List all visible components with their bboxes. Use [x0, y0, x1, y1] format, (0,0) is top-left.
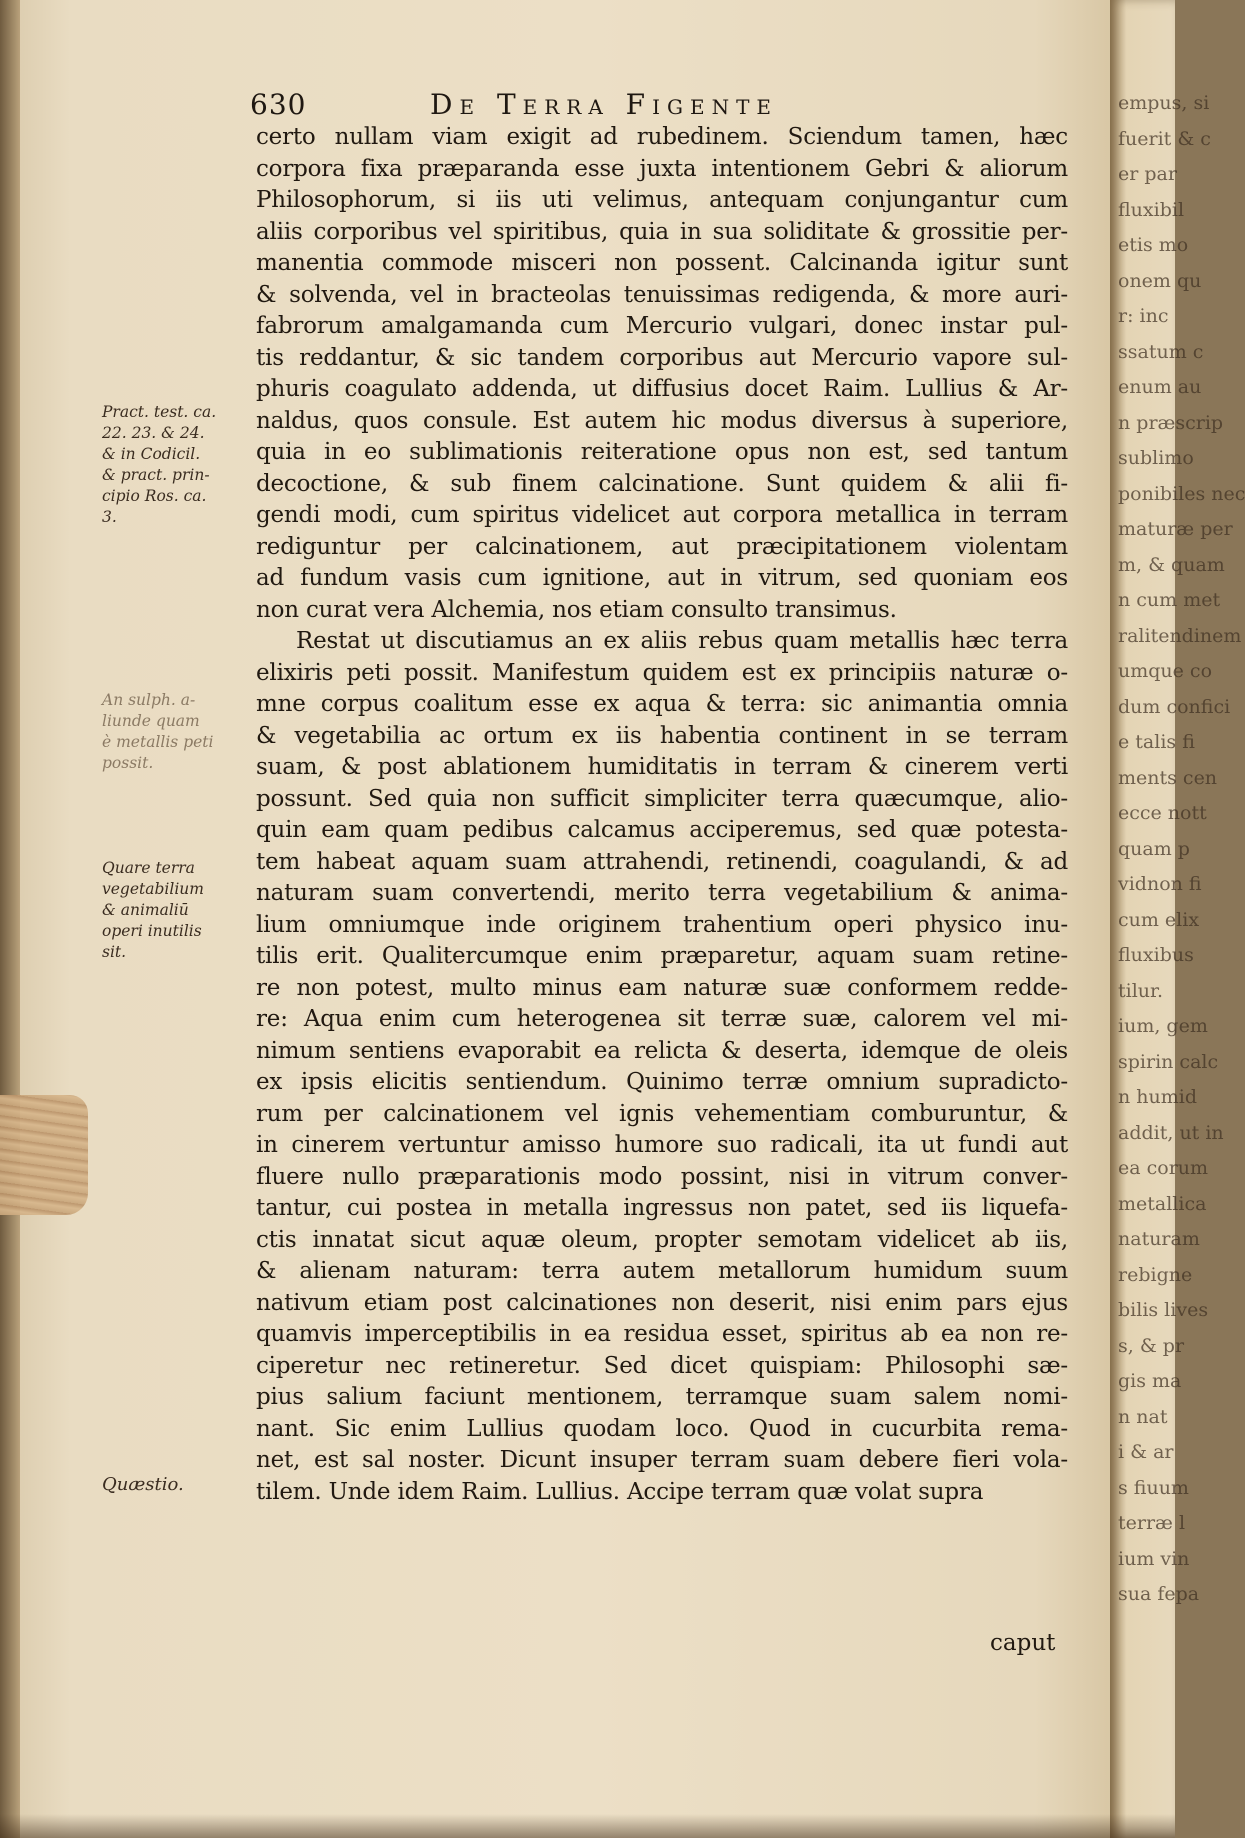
- tape-strip: [0, 1095, 88, 1215]
- text-line: tilis erit. Qualitercumque enim præparetur, aquam suam retine-: [256, 943, 1068, 969]
- facing-page-fragment: sublimo: [1118, 447, 1194, 469]
- facing-page-fragment: m, & quam: [1118, 553, 1225, 576]
- text-line: net, est sal noster. Dicunt insuper terram suam debere fieri vola-: [256, 1447, 1068, 1473]
- facing-page-fragment: empus, si: [1118, 92, 1210, 114]
- running-title: De Terra Figente: [430, 88, 779, 121]
- text-line: & vegetabilia ac ortum ex iis habentia continent in se terram: [256, 722, 1068, 749]
- text-line: Philosophorum, si iis uti velimus, antequam conjungantur cum: [256, 187, 1068, 213]
- facing-page-fragment: n præscrip: [1118, 411, 1224, 434]
- facing-page-fragment: gis ma: [1118, 1370, 1182, 1392]
- facing-page-fragment: r: inc: [1118, 305, 1169, 327]
- margin-note-sulphur-question: [102, 690, 252, 774]
- margin-note-terra-vegetabilium: [102, 858, 252, 963]
- margin-note-line: cipio Ros. ca.: [102, 487, 207, 505]
- facing-page-fragment: n humid: [1118, 1086, 1198, 1108]
- text-line: ciperetur nec retineretur. Sed dicet quispiam: Philosophi sæ-: [256, 1352, 1068, 1379]
- margin-note-line: An sulph. a-: [102, 691, 196, 709]
- facing-page-fragment: fluxibus: [1118, 944, 1194, 966]
- text-line: certo nullam viam exigit ad rubedinem. Sciendum tamen, hæc: [256, 124, 1068, 150]
- facing-page-fragment: terræ l: [1118, 1512, 1186, 1534]
- text-line: nimum sentiens evaporabit ea relicta & deserta, idemque de oleis: [256, 1037, 1068, 1064]
- facing-page-fragment: s fiuum: [1118, 1476, 1189, 1499]
- facing-page-fragment: dum confici: [1118, 695, 1231, 718]
- margin-note-quaestio: [102, 1474, 252, 1495]
- facing-page-fragment: bilis lives: [1118, 1299, 1209, 1321]
- text-line: tem habeat aquam suam attrahendi, retinendi, coagulandi, & ad: [256, 848, 1068, 875]
- facing-page-fragment: addit, ut in: [1118, 1121, 1224, 1144]
- margin-note-line: Quæstio.: [102, 1474, 184, 1495]
- facing-page-fragment: quam p: [1118, 837, 1190, 860]
- facing-page-fragment: ments cen: [1118, 766, 1218, 789]
- facing-page-fragment: maturæ per: [1118, 518, 1233, 540]
- text-line: quia in eo sublimationis reiteratione opus non est, sed tantum: [256, 439, 1068, 465]
- text-line: elixiris peti possit. Manifestum quidem est ex principiis naturæ o-: [256, 659, 1068, 686]
- text-line: phuris coagulato addenda, ut diffusius docet Raim. Lullius & Ar-: [256, 376, 1068, 402]
- text-line: fabrorum amalgamanda cum Mercurio vulgari, donec instar pul-: [256, 313, 1068, 339]
- facing-page-fragment: ium, gem: [1118, 1015, 1208, 1037]
- text-line: naturam suam convertendi, merito terra vegetabilium & anima-: [256, 880, 1068, 906]
- facing-page-fragment: ralitendinem: [1118, 624, 1242, 647]
- text-line: nant. Sic enim Lullius quodam loco. Quod in cucurbita rema-: [256, 1415, 1068, 1442]
- margin-note-line: Pract. test. ca.: [102, 403, 217, 421]
- margin-note-line: & pract. prin-: [102, 466, 210, 484]
- margin-note-line: & animaliū: [102, 901, 189, 919]
- page-number: 630: [250, 88, 307, 121]
- facing-page-fragment: rebigne: [1118, 1263, 1193, 1286]
- text-line: quin eam quam pedibus calcamus acciperemus, sed quæ potesta-: [256, 817, 1068, 843]
- facing-page-fragment: naturam: [1118, 1228, 1200, 1250]
- catchword: caput: [990, 1630, 1056, 1656]
- text-line: re: Aqua enim cum heterogenea sit terræ suæ, calorem vel mi-: [256, 1006, 1068, 1032]
- facing-page-fragment: ium vin: [1118, 1547, 1190, 1570]
- main-text: [256, 122, 1068, 1508]
- facing-page-fragment: er par: [1118, 163, 1177, 185]
- text-line: suam, & post ablationem humiditatis in terram & cinerem verti: [256, 754, 1068, 780]
- text-line: tis reddantur, & sic tandem corporibus aut Mercurio vapore sul-: [256, 344, 1068, 371]
- text-line: gendi modi, cum spiritus videlicet aut corpora metallica in terram: [256, 502, 1068, 528]
- text-line: corpora fixa præparanda esse juxta intentionem Gebri & aliorum: [256, 155, 1068, 182]
- text-line: decoctione, & sub finem calcinatione. Sunt quidem & alii fi-: [256, 470, 1068, 497]
- facing-page-fragment: ssatum c: [1118, 340, 1204, 363]
- margin-note-line: è metallis peti: [102, 733, 214, 751]
- text-line: manentia commode misceri non possent. Calcinanda igitur sunt: [256, 250, 1068, 276]
- facing-page-fragment: fuerit & c: [1118, 127, 1211, 150]
- facing-page-fragment: n nat: [1118, 1405, 1168, 1428]
- text-line: in cinerem vertuntur amisso humore suo radicali, ita ut fundi aut: [256, 1132, 1068, 1158]
- margin-note-line: sit.: [102, 943, 127, 961]
- facing-page-fragment: e talis fi: [1118, 731, 1195, 753]
- margin-note-line: 22. 23. & 24.: [102, 424, 205, 442]
- facing-page-fragment: sua fepa: [1118, 1583, 1200, 1605]
- margin-note-line: operi inutilis: [102, 922, 202, 940]
- page-bottom-shadow: [0, 1814, 1175, 1838]
- facing-page-fragment: s, & pr: [1118, 1334, 1185, 1357]
- text-line: fluere nullo præparationis modo possint, nisi in vitrum conver-: [256, 1163, 1068, 1190]
- text-line: nativum etiam post calcinationes non deserit, nisi enim pars ejus: [256, 1289, 1068, 1316]
- text-line: ex ipsis elicitis sentiendum. Quinimo terræ omnium supradicto-: [256, 1069, 1068, 1095]
- facing-page-fragment: spirin calc: [1118, 1050, 1219, 1073]
- facing-page-fragment: enum au: [1118, 376, 1202, 398]
- margin-note-line: Quare terra: [102, 859, 195, 877]
- facing-page-fragment: tilur.: [1118, 979, 1164, 1002]
- text-line: ad fundum vasis cum ignitione, aut in vitrum, sed quoniam eos: [256, 565, 1068, 591]
- text-line: naldus, quos consule. Est autem hic modus diversus à superiore,: [256, 407, 1068, 434]
- text-line: & alienam naturam: terra autem metallorum humidum suum: [256, 1258, 1068, 1284]
- facing-page-fragment: fluxibil: [1118, 198, 1185, 221]
- text-line: lium omniumque inde originem trahentium operi physico inu-: [256, 911, 1068, 938]
- facing-page-fragment: ecce nott: [1118, 802, 1207, 824]
- text-line: non curat vera Alchemia, nos etiam consulto transimus.: [256, 596, 897, 623]
- facing-page-fragment: cum elix: [1118, 908, 1200, 931]
- text-line: & solvenda, vel in bracteolas tenuissimas redigenda, & more auri-: [256, 281, 1068, 308]
- facing-page-fragment: onem qu: [1118, 269, 1202, 292]
- text-line: ctis innatat sicut aquæ oleum, propter semotam videlicet ab iis,: [256, 1226, 1068, 1253]
- margin-note-citation: [102, 402, 252, 528]
- facing-page-fragment: ponibiles nec: [1118, 482, 1245, 505]
- text-line: possunt. Sed quia non sufficit simpliciter terra quæcumque, alio-: [256, 785, 1068, 812]
- binding-gutter: [0, 0, 20, 1838]
- text-line: re non potest, multo minus eam naturæ suæ conformem redde-: [256, 974, 1068, 1001]
- text-line: mne corpus coalitum esse ex aqua & terra: sic animantia omnia: [256, 691, 1068, 717]
- facing-page-fragment: vidnon fi: [1118, 873, 1202, 895]
- text-line: tilem. Unde idem Raim. Lullius. Accipe terram quæ volat supra: [256, 1478, 984, 1505]
- margin-note-line: liunde quam: [102, 712, 200, 730]
- margin-note-line: possit.: [102, 754, 154, 772]
- text-line: tantur, cui postea in metalla ingressus non patet, sed iis liquefa-: [256, 1195, 1068, 1221]
- facing-page-fragment: metallica: [1118, 1192, 1207, 1215]
- text-line: rediguntur per calcinationem, aut præcipitationem violentam: [256, 533, 1068, 560]
- facing-page-fragment: n cum met: [1118, 589, 1221, 611]
- margin-note-line: vegetabilium: [102, 880, 204, 898]
- facing-page-fragment: umque co: [1118, 660, 1213, 682]
- margin-note-line: 3.: [102, 508, 117, 526]
- facing-page-fragment: i & ar: [1118, 1441, 1174, 1463]
- facing-page-fragment: etis mo: [1118, 234, 1189, 256]
- facing-page-edge: [1110, 0, 1245, 1838]
- facing-page-fragment: ea corum: [1118, 1157, 1209, 1179]
- page-header: [250, 88, 870, 124]
- text-line: Restat ut discutiamus an ex aliis rebus quam metallis hæc terra: [296, 628, 1068, 654]
- text-line: rum per calcinationem vel ignis vehementiam comburuntur, &: [256, 1100, 1068, 1127]
- text-line: quamvis imperceptibilis in ea residua esset, spiritus ab ea non re-: [256, 1321, 1068, 1347]
- text-line: pius salium faciunt mentionem, terramque suam salem nomi-: [256, 1384, 1068, 1410]
- margin-note-line: & in Codicil.: [102, 445, 201, 463]
- text-line: aliis corporibus vel spiritibus, quia in sua soliditate & grossitie per-: [256, 218, 1068, 245]
